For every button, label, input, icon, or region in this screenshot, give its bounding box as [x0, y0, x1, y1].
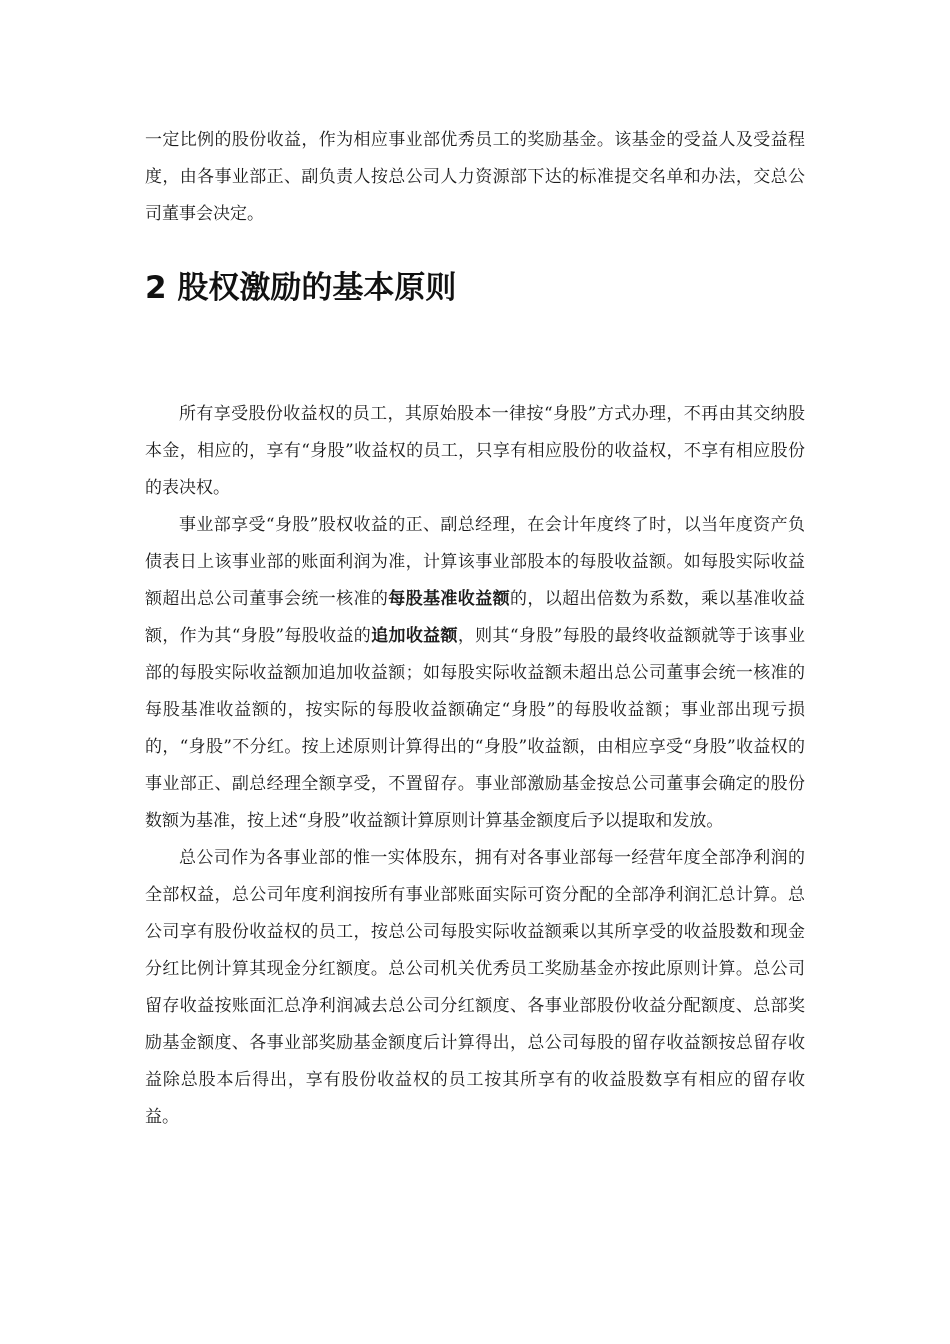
term-base-income-per-share: 每股基准收益额 — [388, 589, 510, 609]
paragraph-head-company-profit: 总公司作为各事业部的惟一实体股东，拥有对各事业部每一经营年度全部净利润的全部权益，总公司年度利润按所有事业部账面实际可资分配的全部净利润汇总计算。总公司享有股份收益权的员工，按总公司每股实际收益额乘以其所享受的收益股数和现金分红比例计算其现金分红额度。总公司机关优秀员工奖励基金亦按此原则计算。总公司留存收益按账面汇总净利润减去总公司分红额度、各事业部股份收益分配额度、总部奖励基金额度、各事业部奖励基金额度后计算得出，总公司每股的留存收益额按总留存收益除总股本后得出，享有股份收益权的员工按其所享有的收益股数享有相应的留存收益。 — [145, 848, 805, 1127]
intro-paragraph: 一定比例的股份收益，作为相应事业部优秀员工的奖励基金。该基金的受益人及受益程度，由各事业部正、副负责人按总公司人力资源部下达的标准提交名单和办法，交总公司董事会决定。 — [145, 130, 805, 224]
section-heading: 2 股权激励的基本原则 — [145, 270, 457, 306]
paragraph-division-income — [145, 507, 805, 840]
body-text-block — [145, 396, 805, 1136]
term-additional-income: 追加收益额 — [371, 626, 458, 646]
paragraph-division-income-part3: ，则其“身股”每股的最终收益额就等于该事业部的每股实际收益额加追加收益额；如每股实际收益额未超出总公司董事会统一核准的每股基准收益额的，按实际的每股收益额确定“身股”的每股收益额；事业部出现亏损的，“身股”不分红。按上述原则计算得出的“身股”收益额，由相应享受“身股”收益权的事业部正、副总经理全额享受，不置留存。事业部激励基金按总公司董事会确定的股份数额为基准，按上述“身股”收益额计算原则计算基金额度后予以提取和发放。 — [145, 626, 806, 831]
paragraph-division-income-part2: 的，以超出倍数为系数，乘以基准收益额，作为其“身股”每股收益的 — [145, 589, 806, 646]
paragraph-share-rights: 所有享受股份收益权的员工，其原始股本一律按“身股”方式办理，不再由其交纳股本金，相应的，享有“身股”收益权的员工，只享有相应股份的收益权，不享有相应股份的表决权。 — [145, 404, 805, 498]
intro-paragraph-block — [145, 122, 805, 233]
paragraph-division-income-part1: 事业部享受“身股”股权收益的正、副总经理，在会计年度终了时，以当年度资产负债表日上该事业部的账面利润为准，计算该事业部股本的每股收益额。如每股实际收益额超出总公司董事会统一核准的 — [145, 515, 805, 609]
